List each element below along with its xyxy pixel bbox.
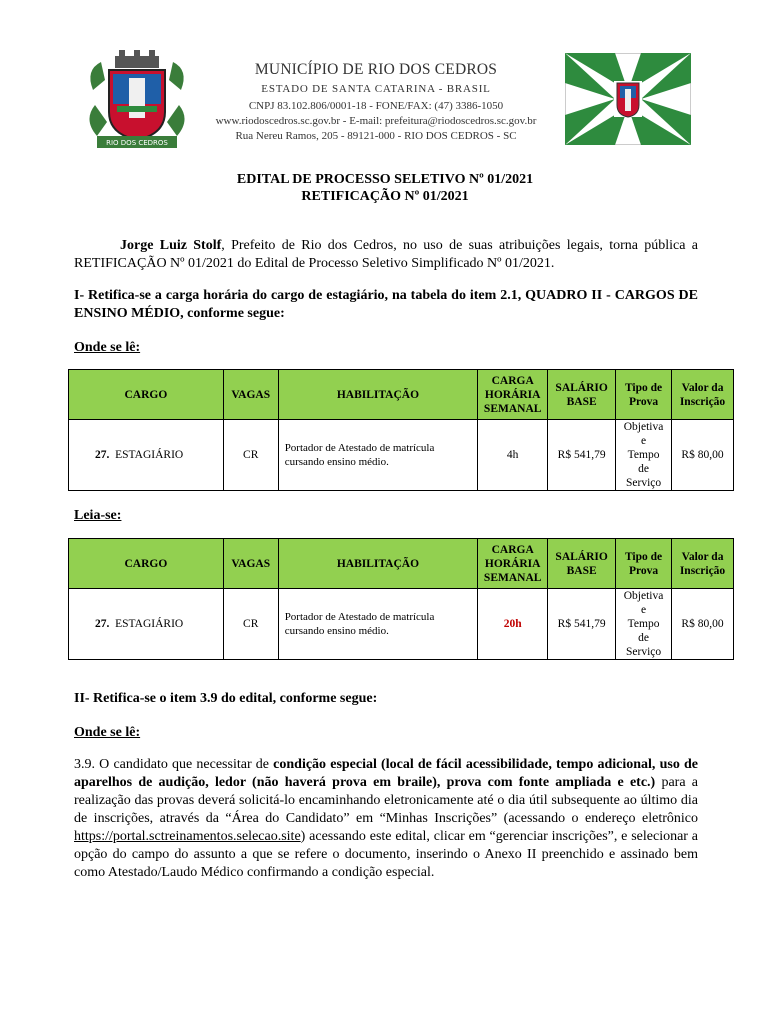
item-3-9-paragraph bbox=[74, 756, 698, 882]
cell-habilitacao: Portador de Atestado de matrícula cursando ensino médio. bbox=[278, 589, 478, 660]
table-header-row bbox=[69, 539, 734, 589]
item-text-start: 3.9. O candidato que necessitar de bbox=[74, 757, 274, 772]
onde-se-le-label-1: Onde se lê: bbox=[74, 340, 141, 355]
header-cargo: CARGO bbox=[69, 370, 224, 420]
table-row bbox=[69, 420, 734, 491]
section-2-heading: II- Retifica-se o item 3.9 do edital, conforme segue: bbox=[74, 691, 378, 706]
item-text-bold: condição especial (local de fácil acessibilidade, tempo adicional, uso de aparelhos de audição, ledor (não haverá prova em braile), prova com fonte ampliada e etc.) bbox=[74, 757, 699, 790]
item-text-end: ) acessando este edital, clicar em “gerenciar inscrições”, e selecionar a opção do campo do assunto a que se refere o documento, inserindo o Anexo II preenchido e assinado bem como Atestado/Laudo Médico confirmando a condição especial. bbox=[74, 829, 698, 880]
state-name: ESTADO DE SANTA CATARINA - BRASIL bbox=[261, 83, 491, 95]
mayor-name: Jorge Luiz Stolf bbox=[120, 238, 222, 253]
municipal-flag-image bbox=[565, 53, 691, 145]
leia-se-label: Leia-se: bbox=[74, 508, 122, 523]
cnpj-phone: CNPJ 83.102.806/0001-18 - FONE/FAX: (47) 3386-1050 bbox=[248, 100, 504, 112]
cell-valor: R$ 80,00 bbox=[672, 589, 734, 660]
table-row bbox=[69, 589, 734, 660]
website-email: www.riodoscedros.sc.gov.br - E-mail: prefeitura@riodoscedros.sc.gov.br bbox=[215, 115, 537, 127]
header-valor-inscricao: Valor da Inscrição bbox=[672, 370, 734, 420]
header-salario: SALÁRIO BASE bbox=[548, 539, 616, 589]
section-1-heading: I- Retifica-se a carga horária do cargo de estagiário, na tabela do item 2.1, QUADRO II - CARGOS DE ENSINO MÉDIO, conforme segue: bbox=[74, 288, 698, 321]
cell-carga: 4h bbox=[478, 420, 548, 491]
header-salario: SALÁRIO BASE bbox=[548, 370, 616, 420]
old-cargo-table bbox=[68, 369, 734, 491]
letterhead bbox=[196, 60, 556, 144]
new-cargo-table bbox=[68, 538, 734, 660]
cell-cargo: 27. ESTAGIÁRIO bbox=[69, 589, 224, 660]
retificacao-title: RETIFICAÇÃO Nº 01/2021 bbox=[301, 189, 469, 204]
header-vagas: VAGAS bbox=[223, 370, 278, 420]
cell-vagas: CR bbox=[223, 420, 278, 491]
cell-tipo-prova: Objetiva e Tempo de Serviço bbox=[616, 589, 672, 660]
cell-habilitacao: Portador de Atestado de matrícula cursando ensino médio. bbox=[278, 420, 478, 491]
intro-paragraph bbox=[74, 237, 698, 273]
cell-vagas: CR bbox=[223, 589, 278, 660]
edital-title: EDITAL DE PROCESSO SELETIVO Nº 01/2021 bbox=[236, 172, 534, 187]
header-carga: CARGA HORÁRIA SEMANAL bbox=[478, 370, 548, 420]
header-habilitacao: HABILITAÇÃO bbox=[278, 539, 478, 589]
coat-banner-text: RIO DOS CEDROS bbox=[106, 139, 168, 147]
header-cargo: CARGO bbox=[69, 539, 224, 589]
intro-text: , Prefeito de Rio dos Cedros, no uso de suas atribuições legais, torna pública a RETIFICAÇÃO Nº 01/2021 do Edital de Processo Seletivo Simplificado Nº 01/2021. bbox=[74, 238, 699, 271]
cell-salario: R$ 541,79 bbox=[548, 420, 616, 491]
header-habilitacao: HABILITAÇÃO bbox=[278, 370, 478, 420]
cell-carga-highlighted: 20h bbox=[478, 589, 548, 660]
header-valor-inscricao: Valor da Inscrição bbox=[672, 539, 734, 589]
header-carga: CARGA HORÁRIA SEMANAL bbox=[478, 539, 548, 589]
coat-of-arms-logo bbox=[83, 50, 191, 150]
cell-tipo-prova: Objetiva e Tempo de Serviço bbox=[616, 420, 672, 491]
header-tipo-prova: Tipo de Prova bbox=[616, 539, 672, 589]
cell-cargo: 27. ESTAGIÁRIO bbox=[69, 420, 224, 491]
table-header-row bbox=[69, 370, 734, 420]
header-vagas: VAGAS bbox=[223, 539, 278, 589]
item-text-middle: para a realização das provas deverá solicitá-lo encaminhando eletronicamente até o dia útil subsequente ao último dia de inscrições, através da “Área do Candidato” em “Minhas Inscrições” (acessando o endereço eletrônico bbox=[74, 775, 698, 826]
portal-link[interactable]: https://portal.sctreinamentos.selecao.site bbox=[74, 829, 301, 844]
onde-se-le-label-2: Onde se lê: bbox=[74, 725, 141, 740]
address: Rua Nereu Ramos, 205 - 89121-000 - RIO DOS CEDROS - SC bbox=[235, 130, 517, 142]
header-tipo-prova: Tipo de Prova bbox=[616, 370, 672, 420]
cell-valor: R$ 80,00 bbox=[672, 420, 734, 491]
cell-salario: R$ 541,79 bbox=[548, 589, 616, 660]
municipality-name: MUNICÍPIO DE RIO DOS CEDROS bbox=[254, 61, 498, 78]
